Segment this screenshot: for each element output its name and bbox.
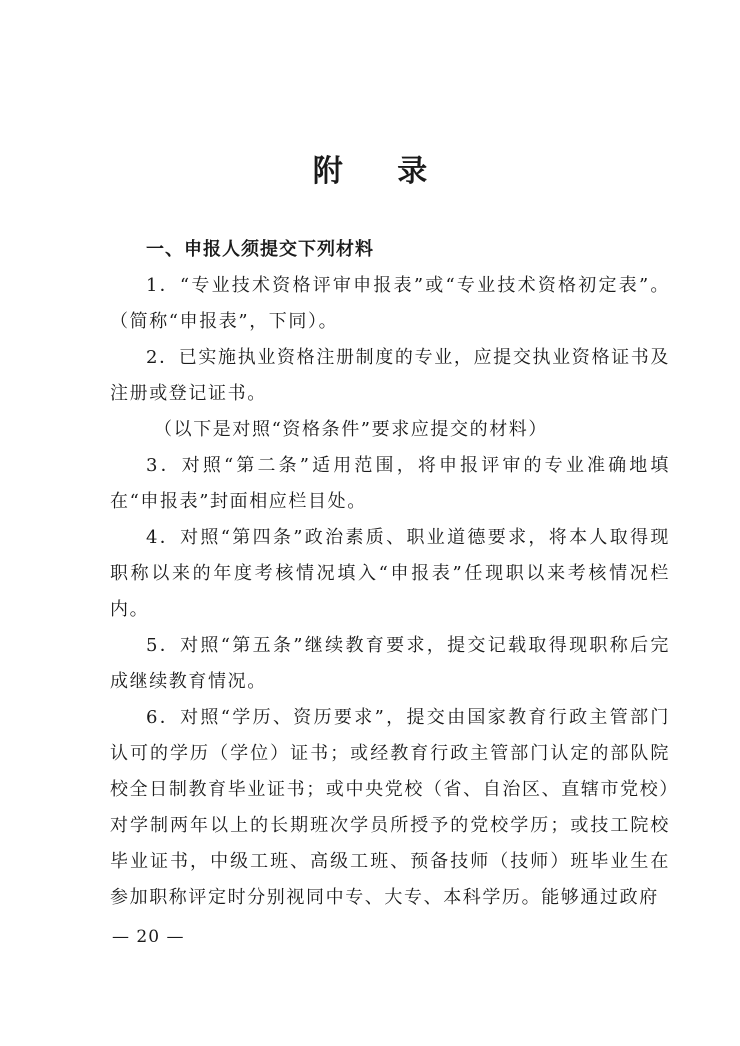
list-item: 5．对照“第五条”继续教育要求，提交记载取得现职称后完成继续教育情况。 (110, 635, 670, 692)
section-heading: 一、申报人须提交下列材料 (146, 239, 374, 260)
document-body (110, 232, 670, 916)
list-item: 1．“专业技术资格评审申报表”或“专业技术资格初定表”。（简称“申报表”，下同）。 (110, 275, 670, 332)
page-number: — 20 — (112, 927, 185, 947)
list-item: 6．对照“学历、资历要求”，提交由国家教育行政主管部门认可的学历（学位）证书；或经教育行政主管部门认定的部队院校全日制教育毕业证书；或中央党校（省、自治区、直辖市党校）对学制两年以上的长期班次学员所授予的党校学历；或技工院校毕业证书，中级工班、高级工班、预备技师（技师）班毕业生在参加职称评定时分别视同中专、大专、本科学历。能够通过政府 (110, 707, 670, 908)
list-item: 2．已实施执业资格注册制度的专业，应提交执业资格证书及注册或登记证书。 (110, 347, 670, 404)
page-title: 附 录 (312, 154, 450, 189)
list-item: 3．对照“第二条”适用范围，将申报评审的专业准确地填在“申报表”封面相应栏目处。 (110, 455, 670, 512)
list-item: 4．对照“第四条”政治素质、职业道德要求，将本人取得现职称以来的年度考核情况填入“申报表”任现职以来考核情况栏内。 (110, 527, 670, 620)
note-line: （以下是对照“资格条件”要求应提交的材料） (154, 419, 549, 440)
